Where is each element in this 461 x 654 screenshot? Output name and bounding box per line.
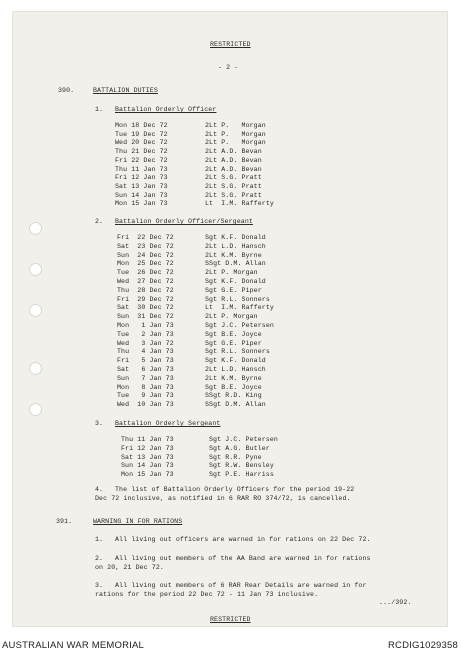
roster-name: SSgt D.M. Allan <box>205 401 266 409</box>
section-number: 391. <box>56 518 73 525</box>
item-number: 3. <box>95 582 104 589</box>
item-title: Battalion Orderly Sergeant <box>115 420 221 427</box>
roster-name: Sgt J.C. Petersen <box>209 436 278 443</box>
roster-name: Sgt R.L. Sonners <box>205 295 270 303</box>
roster-name: Sgt A.G. Butler <box>209 444 270 452</box>
roster-date: Fri 22 Dec 72 <box>117 234 174 241</box>
binder-hole <box>29 403 42 416</box>
roster-date: Tue 19 Dec 72 <box>115 130 168 138</box>
classification-footer: RESTRICTED <box>210 616 251 623</box>
roster-name: 2Lt P. Morgan <box>205 269 258 277</box>
classification-header: RESTRICTED <box>210 41 251 48</box>
roster-date: Mon 1 Jan 73 <box>117 322 174 329</box>
roster-date: Sat 30 Dec 72 <box>117 304 174 312</box>
roster-name: 2Lt A.D. Bevan <box>205 156 262 164</box>
roster-name: Sgt P.E. Harriss <box>209 471 274 479</box>
roster-date: Wed 10 Jan 73 <box>117 401 174 409</box>
roster-name: Sgt B.E. Joyce <box>205 330 262 338</box>
binder-hole <box>29 362 42 375</box>
item-number: 2. <box>95 555 104 562</box>
roster-date: Tue 9 Jan 73 <box>117 392 174 400</box>
roster-date: Thu 21 Dec 72 <box>115 148 168 156</box>
archive-footer <box>0 634 461 654</box>
paragraph-line: All living out officers are warned in for rations on 22 Dec 72. <box>115 536 371 543</box>
item-number: 4. <box>95 486 104 493</box>
binder-hole <box>29 263 42 276</box>
page-number: - 2 - <box>218 64 239 71</box>
roster-name: 2Lt P. Morgan <box>205 130 266 138</box>
roster-name: 2Lt S.G. Pratt <box>205 191 262 199</box>
roster-name: 2Lt K.M. Byrne <box>205 251 262 259</box>
archive-name: AUSTRALIAN WAR MEMORIAL <box>2 640 145 651</box>
item-title: Battalion Orderly Officer/Sergeant <box>115 218 253 225</box>
roster-date: Tue 2 Jan 73 <box>117 330 174 338</box>
roster-date: Sun 24 Dec 72 <box>117 251 174 259</box>
roster-date: Thu 11 Jan 73 <box>115 165 168 173</box>
roster-name: Lt I.M. Rafferty <box>205 304 274 312</box>
roster-date: Fri 5 Jan 73 <box>117 357 174 365</box>
roster-date: Thu 28 Dec 72 <box>117 286 174 294</box>
roster-date: Wed 20 Dec 72 <box>115 139 168 147</box>
roster-name: Sgt G.E. Piper <box>205 339 262 347</box>
roster-name: Sgt K.F. Donald <box>205 234 266 241</box>
roster-date: Sun 7 Jan 73 <box>117 374 174 382</box>
roster-name: Sgt K.F. Donald <box>205 357 266 365</box>
paragraph-line: on 20, 21 Dec 72. <box>95 564 164 571</box>
paragraph-line: rations for the period 22 Dec 72 - 11 Jan 73 inclusive. <box>95 591 319 598</box>
item-title: Battalion Orderly Officer <box>115 106 217 113</box>
roster-date: Fri 12 Jan 73 <box>115 174 168 182</box>
binder-hole <box>29 304 42 317</box>
roster-date: Thu 4 Jan 73 <box>117 348 174 356</box>
roster-name: 2Lt P. Morgan <box>205 122 266 129</box>
roster-date: Sun 14 Jan 73 <box>121 462 174 470</box>
roster-name: Sgt G.E. Piper <box>205 286 262 294</box>
roster-name: SSgt R.D. King <box>205 392 262 400</box>
roster-date: Sat 6 Jan 73 <box>117 366 174 373</box>
item-number: 2. <box>95 218 104 225</box>
roster-date: Sat 13 Jan 73 <box>115 182 168 190</box>
roster-date: Wed 27 Dec 72 <box>117 278 174 285</box>
section-title: WARNING IN FOR RATIONS <box>93 518 183 525</box>
roster-name: 2Lt P. Morgan <box>205 313 258 321</box>
roster-date: Sun 14 Jan 73 <box>115 191 168 199</box>
roster-name: 2Lt S.G. Pratt <box>205 182 262 190</box>
roster-date: Sun 31 Dec 72 <box>117 313 174 321</box>
roster-name: 2Lt S.G. Pratt <box>205 174 262 182</box>
item-number: 3. <box>95 420 104 427</box>
roster-date: Sat 13 Jan 73 <box>121 453 174 461</box>
roster-name: Lt I.M. Rafferty <box>205 200 274 208</box>
archive-reference: RCDIG1029358 <box>388 640 458 651</box>
roster-date: Mon 25 Dec 72 <box>117 260 174 268</box>
item-number: 1. <box>95 106 104 113</box>
roster-date: Mon 15 Jan 73 <box>121 471 174 479</box>
roster-name: 2Lt A.D. Bevan <box>205 165 262 173</box>
document-page <box>13 12 447 626</box>
roster-name: 2Lt A.D. Bevan <box>205 148 262 156</box>
paragraph-line: The list of Battalion Orderly Officers for the period 19-22 <box>115 486 355 493</box>
roster-date: Mon 8 Jan 73 <box>117 383 174 391</box>
roster-name: 2Lt K.M. Byrne <box>205 374 262 382</box>
roster-name: Sgt J.C. Petersen <box>205 322 274 329</box>
roster-date: Mon 15 Jan 73 <box>115 200 168 208</box>
paragraph-line: Dec 72 inclusive, as notified in 6 RAR RO 374/72, is cancelled. <box>95 495 351 502</box>
binder-hole <box>29 222 42 235</box>
item-number: 1. <box>95 536 104 543</box>
paragraph-line: All living out members of 6 RAR Rear Details are warned in for <box>115 582 367 589</box>
roster-name: Sgt K.F. Donald <box>205 278 266 285</box>
roster-date: Fri 29 Dec 72 <box>117 295 174 303</box>
roster-date: Thu 11 Jan 73 <box>121 436 174 443</box>
roster-name: 2Lt P. Morgan <box>205 139 266 147</box>
roster-date: Tue 26 Dec 72 <box>117 269 174 277</box>
roster-name: 2Lt L.D. Hansch <box>205 366 266 373</box>
roster-name: SSgt D.M. Allan <box>205 260 266 268</box>
roster-name: Sgt R.W. Bensley <box>209 462 274 470</box>
continuation-marker: .../392. <box>379 599 412 606</box>
roster-date: Mon 18 Dec 72 <box>115 122 168 129</box>
roster-date: Fri 12 Jan 73 <box>121 444 174 452</box>
paragraph-line: All living out members of the AA Band are warned in for rations <box>115 555 371 562</box>
roster-date: Sat 23 Dec 72 <box>117 242 174 250</box>
roster-name: Sgt R.L. Sonners <box>205 348 270 356</box>
roster-name: Sgt R.R. Pyne <box>209 453 262 461</box>
section-number: 390. <box>58 87 75 94</box>
roster-date: Fri 22 Dec 72 <box>115 156 168 164</box>
roster-name: Sgt B.E. Joyce <box>205 383 262 391</box>
section-title: BATTALION DUTIES <box>93 87 158 94</box>
roster-name: 2Lt L.D. Hansch <box>205 242 266 250</box>
roster-date: Wed 3 Jan 72 <box>117 339 174 347</box>
